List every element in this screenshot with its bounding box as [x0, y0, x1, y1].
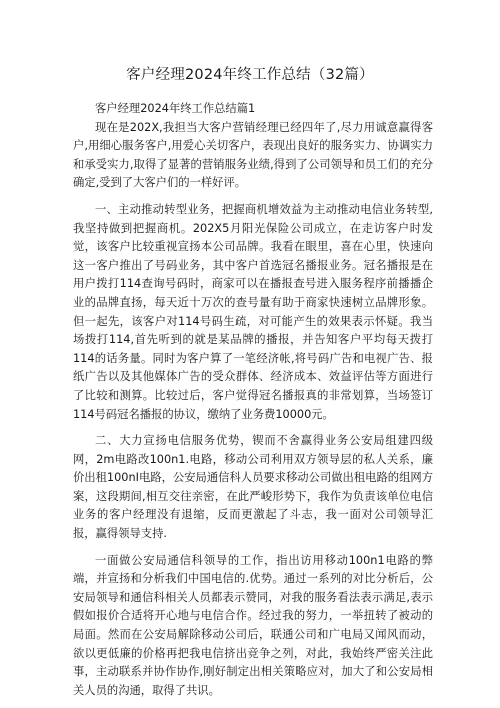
- paragraph-section-1: 一、主动推动转型业务，把握商机增效益为主动推动电信业务转型,我坚持做到把握商机。202X5月阳光保险公司成立，在走访客户时发觉，该客户比较重视宣扬本公司品牌。我看在眼里，喜在心里，快速向这一客户推出了号码业务，其中客户首选冠名播报业务。冠名播报是在用户拨打114查询号码时，商家可以在播报查号进入服务程序前播播企业的品牌直扬，每天近十万次的查号量有助于商家快速树立品牌形象。但一起先，该客户对114号码生疏，对可能产生的效果表示怀疑。我当场拨打114,首先听到的就是某品牌的播报，并告知客户平均每天拨打114的话务量。同时为客户算了一笔经济帐,将号码广告和电视广告、报纸广告以及其他媒体广告的受众群体、经济成本、效益评估等方面进行了比较和测算。比较过后，客户觉得冠名播报真的非常划算，当场签订114号码冠名播报的协议，缴纳了业务费10000元。: [73, 202, 433, 421]
- paragraph-intro: 现在是202X,我担当大客户营销经理已经四年了,尽力用诚意赢得客户,用细心服务客户,用爱心关切客户，表现出良好的服务实力、协调实力和承受实力,取得了显著的营销服务业绩,得到了公司领导和员工们的充分确定,受到了大客户们的一样好评。: [73, 120, 433, 190]
- document-title: 客户经理2024年终工作总结（32篇）: [126, 67, 374, 83]
- document-body: [73, 100, 433, 708]
- section-subtitle: 客户经理2024年终工作总结篇1: [95, 102, 256, 115]
- paragraph-section-2-continued: 一面做公安局通信科领导的工作，指出访用移动100n1电路的弊端，并宣扬和分析我们中国电信的.优势。通过一系列的对比分析后，公安局领导和通信科相关人员都表示赞同，对我的服务看法表示满足,表示假如报价合适将开心地与电信合作。经过我的努力，一举扭转了被动的局面。然而在公安局解除移动公司后，联通公司和广电局又闻风而动，欲以更低廉的价格再把我电信挤出竞争之列，对此，我始终严密关注此事，主动联系并协作协作,刚好制定出相关策略应对，加大了和公安局相关人员的沟通，取得了共识。: [73, 553, 433, 697]
- paragraph-section-2: 二、大力宣扬电信服务优势，锲而不舍赢得业务公安局组建四级网，2m电路改100n1.电路，移动公司利用双方领导层的私人关系，廉价出租100nI电路，公安局通信科人员要求移动公司做出租电路的组网方案，这段期间,相互交往亲密，在此严峻形势下，我作为负责该单位电信业务的客户经理没有退缩，反而更激起了斗志，我一面对公司领导汇报，赢得领导支持.: [73, 434, 433, 541]
